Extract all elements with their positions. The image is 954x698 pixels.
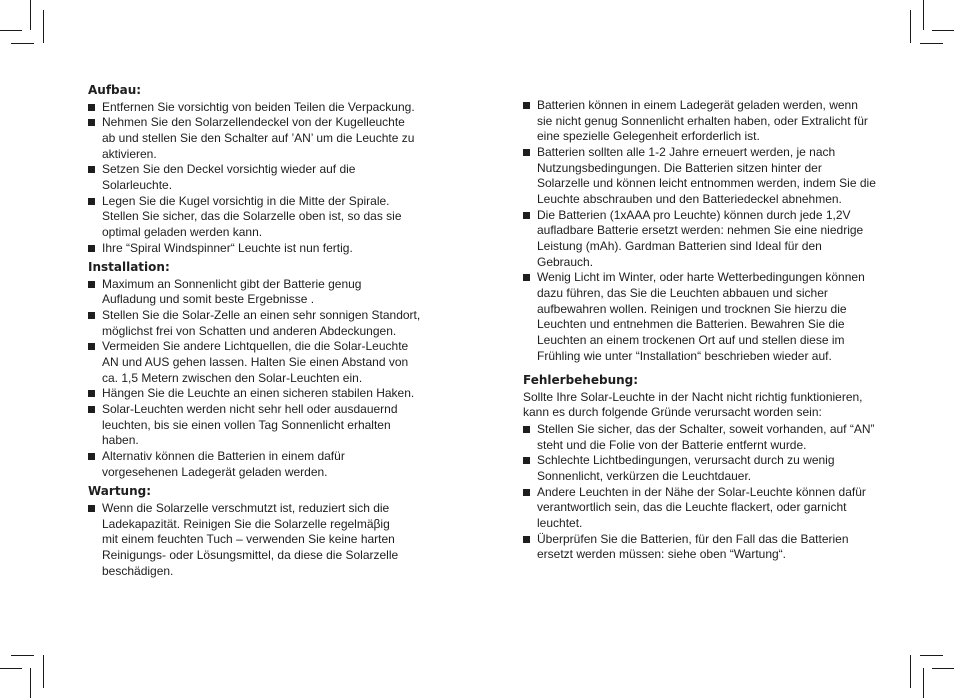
item-text-line: Hängen Sie die Leuchte an einen sicheren stabilen Haken.: [102, 386, 415, 401]
item-text-line: aufladbare Batterie ersetzt werden: nehmen Sie eine niedrige: [537, 223, 864, 238]
item-text-line: Sonnenlicht, verkürzen die Leuchtdauer.: [537, 469, 752, 484]
item-text-line: Batterien sollten alle 1-2 Jahre erneuert werden, je nach: [537, 144, 836, 159]
item-text-line: Wenn die Solarzelle verschmutzt ist, reduziert sich die: [102, 500, 390, 515]
square-bullet-icon: [88, 453, 95, 460]
item-text-line: Stellen Sie sicher, das der Schalter, soweit vorhanden, auf “AN”: [537, 422, 875, 437]
list-item: [88, 115, 460, 162]
section-1: [88, 260, 460, 480]
list-item: [88, 449, 460, 480]
item-text-line: sie nicht genug Sonnenlicht erhalten haben, oder Extralicht für: [537, 113, 868, 128]
item-text-line: ersetzt werden müssen: siehe oben “Wartung“.: [537, 547, 787, 562]
item-text-line: eine spezielle Gelegenheit erforderlich ist.: [537, 129, 760, 144]
item-text-line: Solarleuchte.: [102, 177, 173, 192]
square-bullet-icon: [88, 198, 95, 205]
item-text-line: haben.: [102, 433, 139, 448]
item-text-line: Wenig Licht im Winter, oder harte Wetterbedingungen können: [537, 270, 865, 285]
item-text-line: Ihre “Spiral Windspinner“ Leuchte ist nun fertig.: [102, 240, 353, 255]
item-text-line: Frühling wie unter “Installation“ beschrieben wieder auf.: [537, 348, 832, 363]
crop-mark: [910, 655, 911, 688]
item-text-line: vorgesehenen Ladegerät geladen werden.: [102, 464, 328, 479]
list-item: [523, 270, 903, 364]
item-text-line: Reinigungs- oder Lösungsmittel, da diese die Solarzelle: [102, 547, 399, 562]
troubleshooting-bullet-list: [523, 422, 903, 563]
crop-mark: [43, 10, 44, 43]
item-text-line: Vermeiden Sie andere Lichtquellen, die die Solar-Leuchte: [102, 339, 409, 354]
square-bullet-icon: [88, 281, 95, 288]
section-heading: Aufbau:: [88, 83, 142, 97]
item-text-line: optimal geladen werden kann.: [102, 224, 263, 239]
item-text-line: Leuchten und entnehmen die Batterien. Bewahren Sie die: [537, 317, 845, 332]
left-section-1-bullet-list: [88, 277, 460, 481]
crop-mark: [910, 10, 911, 43]
item-text-line: Alternativ können die Batterien in einem dafür: [102, 448, 345, 463]
crop-mark: [0, 668, 22, 669]
list-item: [523, 485, 903, 532]
square-bullet-icon: [88, 406, 95, 413]
section-heading: Installation:: [88, 260, 170, 275]
crop-mark: [920, 655, 943, 656]
square-bullet-icon: [88, 245, 95, 252]
section-heading: Wartung:: [88, 484, 152, 499]
item-text-line: leuchtet.: [537, 516, 583, 530]
square-bullet-icon: [523, 489, 530, 496]
item-text-line: Stellen Sie sicher, das die Solarzelle oben ist, so das sie: [102, 209, 402, 224]
list-item: [88, 241, 460, 257]
item-text-line: Andere Leuchten in der Nähe der Solar-Leuchte können dafür: [537, 484, 866, 499]
square-bullet-icon: [88, 104, 95, 111]
item-text-line: Nehmen Sie den Solarzellendeckel von der Kugelleuchte: [102, 115, 405, 130]
square-bullet-icon: [523, 212, 530, 219]
list-item: [88, 501, 460, 579]
crop-mark: [923, 0, 924, 30]
list-item: [88, 194, 460, 241]
item-text-line: verantwortlich sein, das die Leuchte flackert, oder garnicht: [537, 500, 847, 515]
item-text-line: Solar-Leuchten werden nicht sehr hell oder ausdauernd: [102, 402, 398, 416]
square-bullet-icon: [523, 426, 530, 433]
item-text-line: ab und stellen Sie den Schalter auf ’AN’ um die Leuchte zu: [102, 130, 415, 145]
item-text-line: Legen Sie die Kugel vorsichtig in die Mitte der Spirale.: [102, 193, 390, 208]
item-text-line: Solarzelle und können leicht entnommen werden, indem Sie die: [537, 176, 876, 191]
square-bullet-icon: [523, 457, 530, 464]
crop-mark: [932, 668, 954, 669]
crop-mark: [30, 668, 31, 698]
item-text-line: Entfernen Sie vorsichtig von beiden Teilen die Verpackung.: [102, 99, 415, 114]
battery-bullet-list: [523, 98, 903, 364]
crop-mark: [11, 655, 34, 656]
left-section-2-bullet-list: [88, 501, 460, 579]
item-text-line: leuchten, bis sie einen vollen Tag Sonnenlicht erhalten: [102, 417, 391, 432]
square-bullet-icon: [88, 312, 95, 319]
left-column: [88, 83, 460, 583]
crop-mark: [30, 0, 31, 30]
item-text-line: Setzen Sie den Deckel vorsichtig wieder auf die: [102, 162, 356, 177]
list-item: [88, 277, 460, 308]
item-text-line: Ladekapazität. Reinigen Sie die Solarzelle regelmäβig: [102, 516, 390, 531]
item-text-line: AN und AUS gehen lassen. Halten Sie einen Abstand von: [102, 355, 409, 370]
crop-mark: [0, 30, 22, 31]
crop-mark: [932, 30, 954, 31]
troubleshooting-section: [523, 373, 903, 563]
section-heading: Fehlerbehebung:: [523, 373, 639, 388]
intro-text-line: kann es durch folgende Gründe verursacht worden sein:: [523, 405, 822, 420]
list-item: [523, 145, 903, 208]
square-bullet-icon: [88, 343, 95, 350]
item-text-line: Leuchten an einem trockenen Ort auf und stellen diese im: [537, 332, 845, 347]
section-0: [88, 83, 460, 256]
list-item: [523, 532, 903, 563]
item-text-line: beschädigen.: [102, 563, 174, 578]
list-item: [88, 162, 460, 193]
item-text-line: Maximum an Sonnenlicht gibt der Batterie genug: [102, 276, 362, 291]
item-text-line: aktivieren.: [102, 146, 157, 161]
crop-mark: [923, 668, 924, 698]
square-bullet-icon: [88, 505, 95, 512]
crop-mark: [11, 43, 34, 44]
item-text-line: Überprüfen Sie die Batterien, für den Fall das die Batterien: [537, 531, 849, 546]
square-bullet-icon: [523, 274, 530, 281]
square-bullet-icon: [523, 102, 530, 109]
item-text-line: Schlechte Lichtbedingungen, verursacht durch zu wenig: [537, 453, 835, 468]
item-text-line: Batterien können in einem Ladegerät geladen werden, wenn: [537, 98, 858, 112]
intro-text-line: Sollte Ihre Solar-Leuchte in der Nacht nicht richtig funktionieren,: [523, 389, 863, 404]
list-item: [88, 100, 460, 116]
list-item: [523, 98, 903, 145]
right-column: [523, 97, 903, 567]
section-2: [88, 484, 460, 579]
left-section-0-bullet-list: [88, 100, 460, 257]
item-text-line: Die Batterien (1xAAA pro Leuchte) können durch jede 1,2V: [537, 207, 851, 222]
square-bullet-icon: [88, 119, 95, 126]
item-text-line: Leuchte abschrauben und den Batteriedeckel abnehmen.: [537, 191, 842, 206]
square-bullet-icon: [523, 149, 530, 156]
crop-mark: [43, 655, 44, 688]
item-text-line: steht und die Folie von der Batterie entfernt wurde.: [537, 437, 807, 452]
item-text-line: Gebrauch.: [537, 254, 594, 269]
item-text-line: dazu führen, das Sie die Leuchten abbauen und sicher: [537, 285, 828, 300]
list-item: [88, 402, 460, 449]
list-item: [88, 308, 460, 339]
crop-mark: [920, 43, 943, 44]
item-text-line: Nutzungsbedingungen. Die Batterien sitzen hinter der: [537, 160, 822, 175]
battery-notes: [523, 98, 903, 364]
list-item: [88, 339, 460, 386]
troubleshooting-intro: [523, 390, 903, 421]
list-item: [523, 208, 903, 271]
item-text-line: mit einem feuchten Tuch – verwenden Sie keine harten: [102, 532, 395, 547]
item-text-line: Leistung (mAh). Gardman Batterien sind Ideal für den: [537, 238, 822, 253]
item-text-line: Aufladung und somit beste Ergebnisse .: [102, 292, 315, 307]
list-item: [88, 386, 460, 402]
item-text-line: möglichst frei von Schatten und anderen Abdeckungen.: [102, 323, 397, 338]
square-bullet-icon: [88, 390, 95, 397]
square-bullet-icon: [523, 536, 530, 543]
square-bullet-icon: [88, 166, 95, 173]
item-text-line: aufbewahren wollen. Reinigen und trocknen Sie hierzu die: [537, 301, 847, 316]
item-text-line: ca. 1,5 Metern zwischen den Solar-Leuchten ein.: [102, 370, 363, 385]
list-item: [523, 453, 903, 484]
list-item: [523, 422, 903, 453]
item-text-line: Stellen Sie die Solar-Zelle an einen sehr sonnigen Standort,: [102, 308, 421, 323]
